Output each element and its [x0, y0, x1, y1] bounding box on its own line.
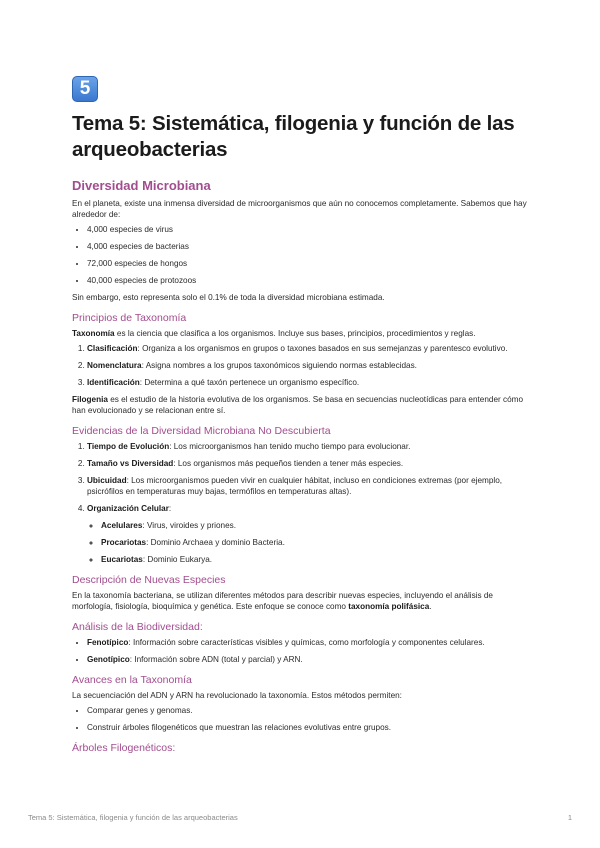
- list-item: • 40,000 especies de protozoos: [87, 275, 528, 286]
- document-page: [72, 76, 528, 758]
- list-item: [87, 654, 528, 665]
- list-item: [87, 377, 528, 388]
- item-text: : Organiza a los organismos en grupos o taxones basados en sus semejanzas y parentesco evolutivo.: [137, 344, 508, 353]
- item-text: : Información sobre características visibles y químicas, como morfología y componentes celulares.: [128, 638, 485, 647]
- list-item: • 4,000 especies de bacterias: [87, 241, 528, 252]
- evidence-list: [72, 441, 528, 565]
- list-item: • 72,000 especies de hongos: [87, 258, 528, 269]
- term: Eucariotas: [101, 555, 143, 564]
- list-item: [87, 343, 528, 354]
- list-item: [87, 637, 528, 648]
- nuevas-especies-paragraph: [72, 590, 528, 612]
- item-text: : Dominio Archaea y dominio Bacteria.: [146, 538, 285, 547]
- list-item: [87, 360, 528, 371]
- heading-avances-taxonomia: Avances en la Taxonomía: [72, 674, 192, 686]
- heading-diversidad-microbiana: Diversidad Microbiana: [72, 178, 211, 193]
- item-text: : Los organismos más pequeños tienden a tener más especies.: [173, 459, 404, 468]
- list-item: • Construir árboles filogenéticos que muestran las relaciones evolutivas entre grupos.: [87, 722, 528, 733]
- term: Clasificación: [87, 344, 138, 353]
- cell-organization-sublist: [87, 520, 528, 565]
- term: Genotípico: [87, 655, 130, 664]
- definition-text: es el estudio de la historia evolutiva de los organismos. Se basa en secuencias nucleotídicas para entender cómo han evolucionado y se relacionan entre sí.: [72, 395, 524, 415]
- term: Ubicuidad: [87, 476, 127, 485]
- list-item: [87, 441, 528, 452]
- item-text: : Los microorganismos pueden vivir en cualquier hábitat, incluso en condiciones extremas (por ejemplo, psicrófilos en temperaturas muy bajas, termófilos en temperaturas altas).: [87, 476, 503, 496]
- species-list: [72, 224, 528, 286]
- item-text: : Dominio Eukarya.: [142, 555, 213, 564]
- paragraph-end: .: [429, 602, 432, 611]
- term: Tamaño vs Diversidad: [87, 459, 174, 468]
- intro-paragraph: En el planeta, existe una inmensa diversidad de microorganismos que aún no conocemos completamente. Sabemos que hay alrededor de:: [72, 199, 527, 219]
- heading-evidencias: Evidencias de la Diversidad Microbiana No Descubierta: [72, 425, 331, 437]
- closing-paragraph: Sin embargo, esto representa solo el 0.1% de toda la diversidad microbiana estimada.: [72, 293, 385, 302]
- term: Filogenia: [72, 395, 108, 404]
- item-text: : Asigna nombres a los grupos taxonómicos siguiendo normas establecidas.: [141, 361, 417, 370]
- item-text: : Determina a qué taxón pertenece un organismo específico.: [139, 378, 360, 387]
- term: Organización Celular: [87, 504, 169, 513]
- avances-paragraph: La secuenciación del ADN y ARN ha revolucionado la taxonomía. Estos métodos permiten:: [72, 691, 402, 700]
- taxonomy-steps-list: [72, 343, 528, 388]
- heading-principios-taxonomia: Principios de Taxonomía: [72, 312, 187, 324]
- heading-nuevas-especies: Descripción de Nuevas Especies: [72, 574, 226, 586]
- list-item: • 4,000 especies de virus: [87, 224, 528, 235]
- list-item: [101, 520, 528, 531]
- list-item: [87, 475, 528, 497]
- methods-list: [72, 705, 528, 733]
- item-text: : Virus, viroides y priones.: [142, 521, 237, 530]
- item-text: : Información sobre ADN (total y parcial) y ARN.: [129, 655, 303, 664]
- term: taxonomía polifásica: [348, 602, 430, 611]
- page-number: 1: [567, 813, 572, 822]
- heading-arboles-filogeneticos: Árboles Filogenéticos:: [72, 742, 176, 754]
- list-item: [87, 458, 528, 469]
- number-five-emoji-icon: 5: [72, 76, 98, 102]
- heading-analisis-biodiversidad: Análisis de la Biodiversidad:: [72, 621, 203, 633]
- term: Identificación: [87, 378, 140, 387]
- paragraph-text: En la taxonomía bacteriana, se utilizan diferentes métodos para describir nuevas especies, incluyendo el análisis de morfología, fisiología, bioquímica y genética. Este enfoque se conoce como: [72, 591, 493, 611]
- item-text: :: [168, 504, 172, 513]
- analysis-list: [72, 637, 528, 665]
- term: Tiempo de Evolución: [87, 442, 170, 451]
- list-item: • Comparar genes y genomas.: [87, 705, 528, 716]
- taxonomia-definition: [72, 328, 528, 339]
- list-item: [87, 503, 528, 565]
- list-item: [101, 554, 528, 565]
- filogenia-definition: [72, 394, 528, 416]
- page-footer: [28, 813, 572, 822]
- item-text: : Los microorganismos han tenido mucho tiempo para evolucionar.: [169, 442, 411, 451]
- page-title: Tema 5: Sistemática, filogenia y función de las arqueobacterias: [72, 112, 515, 161]
- definition-text: es la ciencia que clasifica a los organismos. Incluye sus bases, principios, procedimientos y reglas.: [114, 329, 476, 338]
- term: Nomenclatura: [87, 361, 142, 370]
- list-item: [101, 537, 528, 548]
- footer-title: Tema 5: Sistemática, filogenia y función de las arqueobacterias: [28, 813, 238, 822]
- term: Acelulares: [101, 521, 143, 530]
- term: Taxonomía: [72, 329, 115, 338]
- term: Procariotas: [101, 538, 147, 547]
- term: Fenotípico: [87, 638, 129, 647]
